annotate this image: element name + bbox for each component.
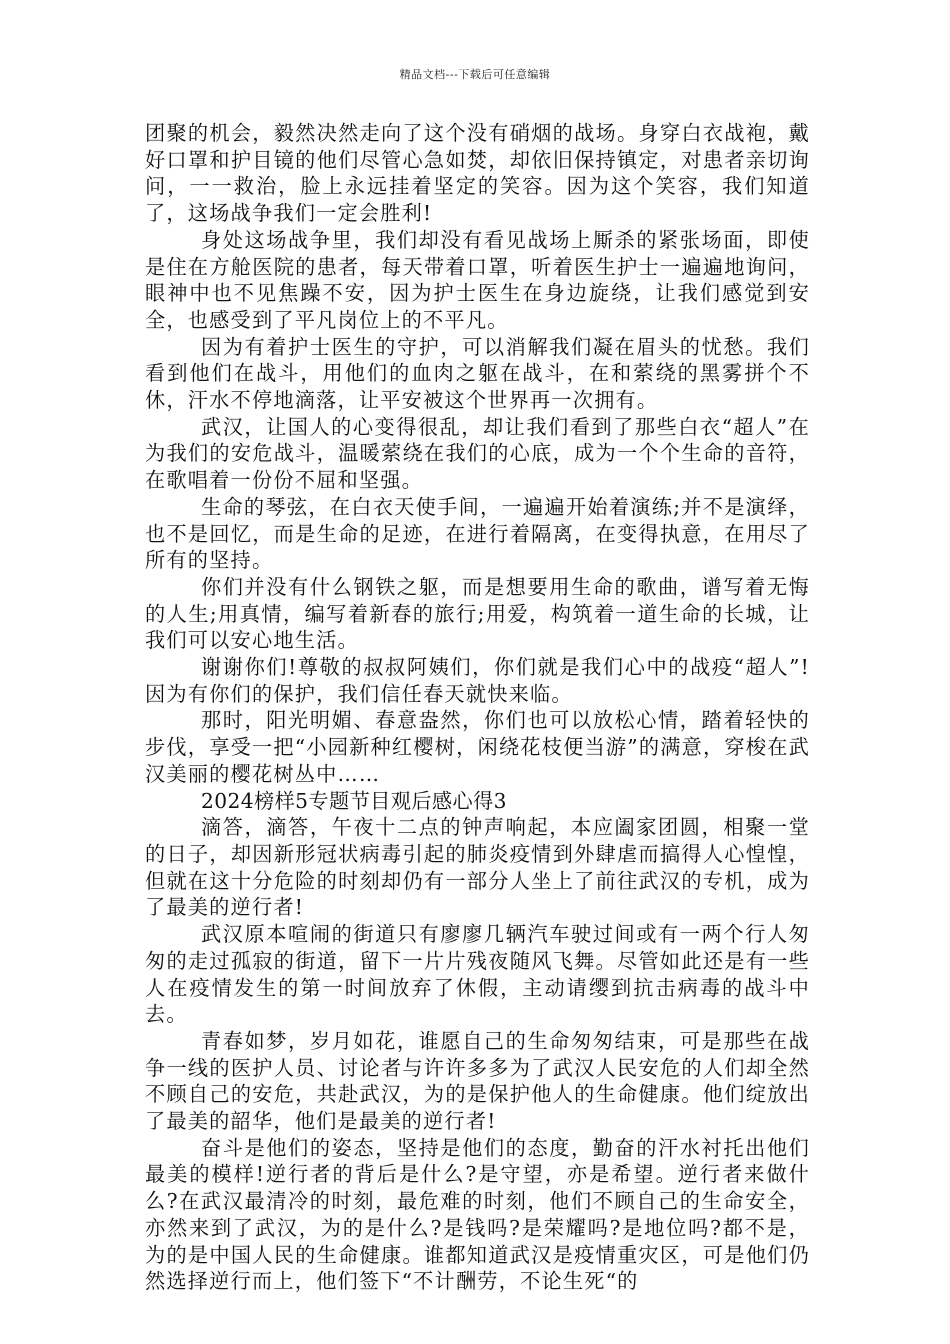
paragraph-12: 奋斗是他们的姿态，坚持是他们的态度，勤奋的汗水衬托出他们最美的模样!逆行者的背后是什么?是守望，亦是希望。逆行者来做什么?在武汉最清冷的时刻，最危难的时刻，他们不顾自己的生命安全，亦然来到了武汉，为的是什么?是钱吗?是荣耀吗?是地位吗?都不是，为的是中国人民的生命健康。谁都知道武汉是疫情重灾区，可是他们仍然选择逆行而上，他们签下“不计酬劳，不论生死“的 <box>145 1135 810 1294</box>
paragraph-7: 谢谢你们!尊敬的叔叔阿姨们，你们就是我们心中的战疫“超人”!因为有你们的保护，我们信任春天就快来临。 <box>145 655 810 706</box>
paragraph-10: 武汉原本喧闹的街道只有廖廖几辆汽车驶过间或有一两个行人匆匆的走过孤寂的街道，留下一片片残夜随风飞舞。尽管如此还是有一些人在疫情发生的第一时间放弃了休假，主动请缨到抗击病毒的战斗中去。 <box>145 922 810 1027</box>
paragraph-9: 滴答，滴答，午夜十二点的钟声响起，本应阖家团圆，相聚一堂的日子，却因新形冠状病毒引起的肺炎疫情到外肆虐而搞得人心惶惶，但就在这十分危险的时刻却仍有一部分人坐上了前往武汉的专机，成为了最美的逆行者! <box>145 815 810 920</box>
paragraph-4: 武汉，让国人的心变得很乱，却让我们看到了那些白衣“超人”在为我们的安危战斗，温暖萦绕在我们的心底，成为一个个生命的音符，在歌唱着一份份不屈和坚强。 <box>145 414 810 493</box>
document-body <box>145 120 810 1295</box>
section-heading: 2024榜样5专题节目观后感心得3 <box>201 788 507 813</box>
page-header: 精品文档---下载后可任意编辑 <box>399 68 551 81</box>
paragraph-11: 青春如梦，岁月如花，谁愿自己的生命匆匆结束，可是那些在战争一线的医护人员、讨论者与许许多多为了武汉人民安危的人们却全然不顾自己的安危，共赴武汉，为的是保护他人的生命健康。他们绽放出了最美的韶华，他们是最美的逆行者! <box>145 1028 810 1134</box>
paragraph-1: 团聚的机会，毅然决然走向了这个没有硝烟的战场。身穿白衣战袍，戴好口罩和护目镜的他们尽管心急如焚，却依旧保持镇定，对患者亲切询问，一一救治，脸上永远挂着坚定的笑容。因为这个笑容，我们知道了，这场战争我们一定会胜利! <box>145 121 810 226</box>
paragraph-2: 身处这场战争里，我们却没有看见战场上厮杀的紧张场面，即使是住在方舱医院的患者，每天带着口罩，听着医生护士一遍遍地询问，眼神中也不见焦躁不安，因为护士医生在身边旋绕，让我们感觉到安全，也感受到了平凡岗位上的不平凡。 <box>145 227 810 332</box>
paragraph-8: 那时，阳光明媚、春意盎然，你们也可以放松心情，踏着轻快的步伐，享受一把“小园新种红樱树，闲绕花枝便当游”的满意，穿梭在武汉美丽的樱花树丛中…… <box>145 708 810 786</box>
paragraph-5: 生命的琴弦，在白衣天使手间，一遍遍开始着演练;并不是演绎，也不是回忆，而是生命的足迹，在进行着隔离，在变得执意，在用尽了所有的坚持。 <box>145 494 810 573</box>
paragraph-3: 因为有着护士医生的守护，可以消解我们凝在眉头的忧愁。我们看到他们在战斗，用他们的血肉之躯在战斗，在和萦绕的黑雾拼个不休，汗水不停地滴落，让平安被这个世界再一次拥有。 <box>145 334 810 413</box>
paragraph-6: 你们并没有什么钢铁之躯，而是想要用生命的歌曲，谱写着无悔的人生;用真情，编写着新春的旅行;用爱，构筑着一道生命的长城，让我们可以安心地生活。 <box>145 574 810 653</box>
